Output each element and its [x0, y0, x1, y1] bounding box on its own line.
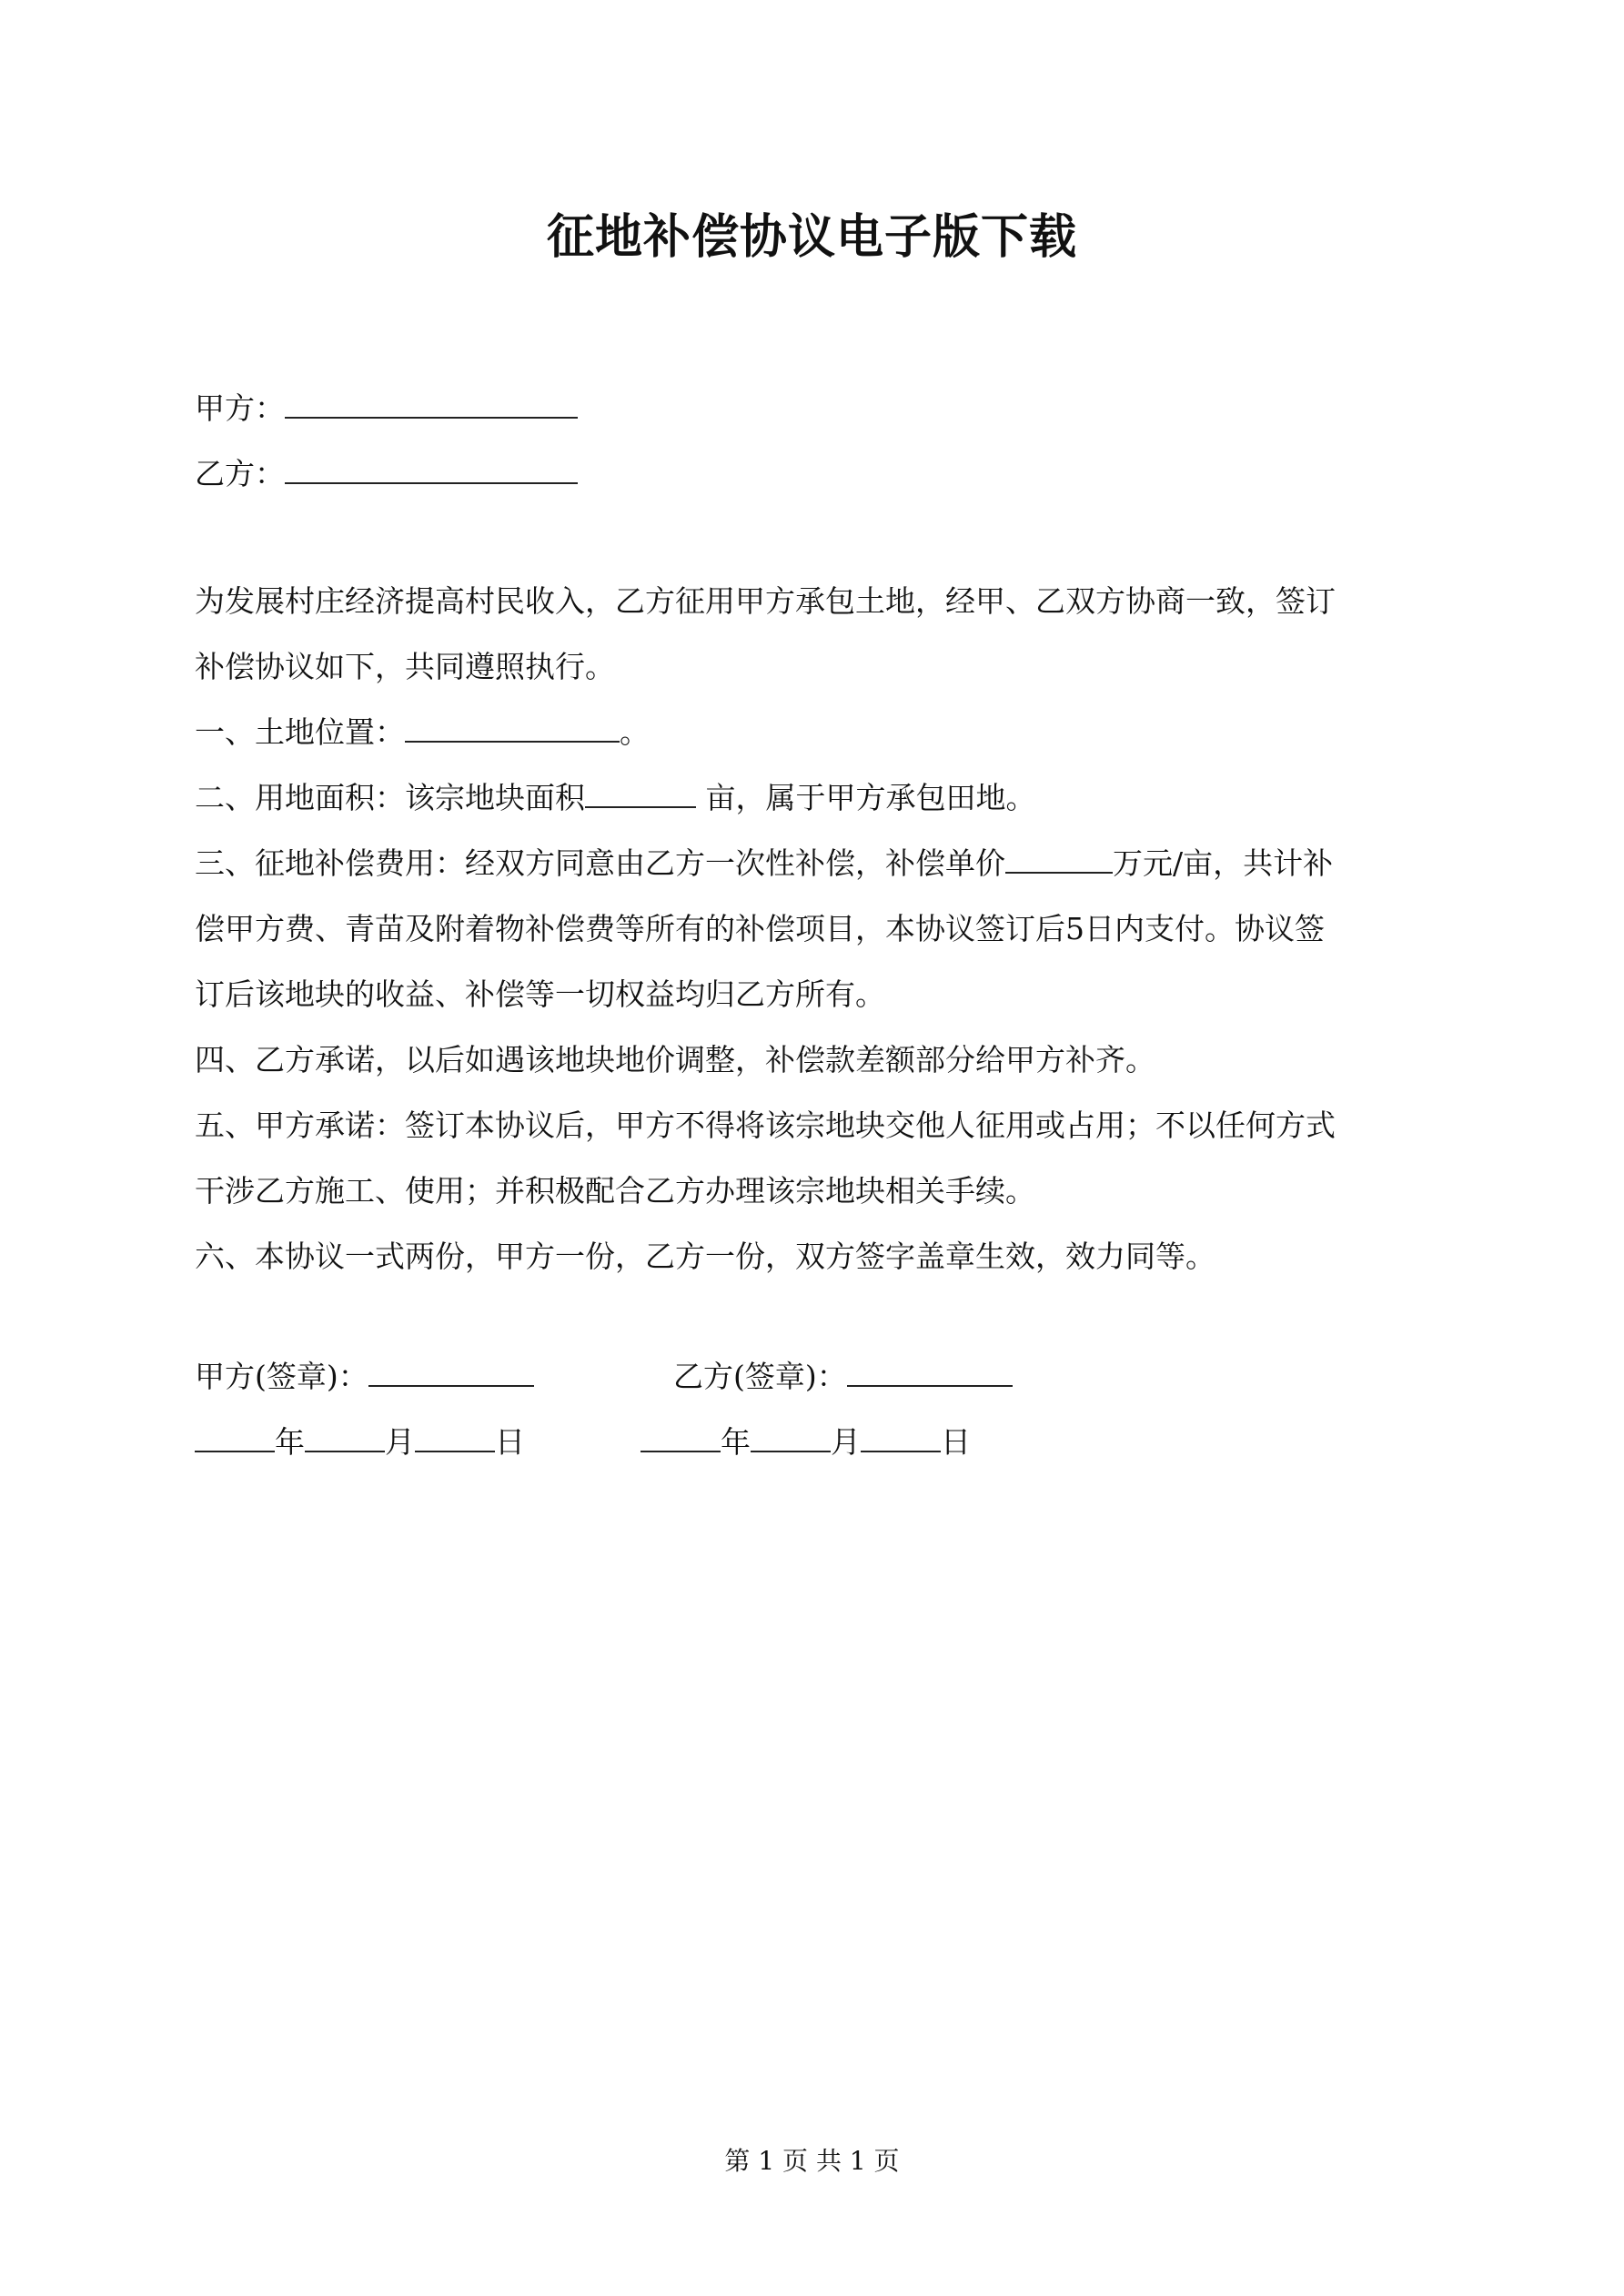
date-a-day-blank[interactable]	[415, 1423, 495, 1452]
date-a	[195, 1421, 525, 1463]
party-b-line	[195, 453, 578, 495]
document-title: 征地补偿协议电子版下载	[546, 209, 1077, 265]
clause-4: 四、乙方承诺，以后如遇该地块地价调整，补偿款差额部分给甲方补齐。	[195, 1042, 1155, 1077]
signature-b	[673, 1356, 1013, 1398]
signature-b-label: 乙方(签章)：	[673, 1359, 847, 1394]
signature-a	[195, 1356, 534, 1398]
intro-line-1: 为发展村庄经济提高村民收入，乙方征用甲方承包土地，经甲、乙双方协商一致，签订	[195, 583, 1336, 619]
clause-3-text-cont: 万元/亩，共计补	[1113, 845, 1334, 881]
clause-5-line-1: 五、甲方承诺：签订本协议后，甲方不得将该宗地块交他人征用或占用；不以任何方式	[195, 1108, 1336, 1143]
clause-1-text: 一、土地位置：	[195, 714, 405, 750]
signature-a-blank[interactable]	[368, 1358, 534, 1387]
date-a-year-blank[interactable]	[195, 1423, 275, 1452]
clause-1	[195, 712, 650, 754]
party-a-line	[195, 388, 578, 430]
unit-price-blank[interactable]	[1005, 845, 1113, 874]
clause-6: 六、本协议一式两份，甲方一份，乙方一份，双方签字盖章生效，效力同等。	[195, 1239, 1215, 1274]
date-b-month-blank[interactable]	[751, 1423, 831, 1452]
clause-1-end: 。	[620, 714, 650, 750]
land-location-blank[interactable]	[405, 713, 620, 743]
date-a-month-blank[interactable]	[305, 1423, 385, 1452]
signature-b-blank[interactable]	[847, 1358, 1013, 1387]
clause-2	[195, 777, 1036, 819]
clause-3-line-3: 订后该地块的收益、补偿等一切权益均归乙方所有。	[195, 976, 885, 1012]
date-a-day-label: 日	[495, 1424, 525, 1460]
date-b-month-label: 月	[831, 1424, 861, 1460]
date-a-month-label: 月	[385, 1424, 415, 1460]
party-a-label: 甲方：	[195, 390, 285, 426]
date-b	[641, 1421, 971, 1463]
clause-2-text: 二、用地面积：该宗地块面积	[195, 780, 585, 815]
date-b-day-blank[interactable]	[861, 1423, 941, 1452]
party-b-label: 乙方：	[195, 456, 285, 491]
date-b-day-label: 日	[941, 1424, 971, 1460]
clause-2-end: 亩，属于甲方承包田地。	[696, 780, 1036, 815]
party-a-blank[interactable]	[285, 389, 578, 419]
clause-5-line-2: 干涉乙方施工、使用；并积极配合乙方办理该宗地块相关手续。	[195, 1173, 1035, 1209]
clause-3-line-2: 偿甲方费、青苗及附着物补偿费等所有的补偿项目，本协议签订后5日内支付。协议签	[195, 911, 1325, 946]
page-footer: 第 1 页 共 1 页	[724, 2146, 900, 2176]
party-b-blank[interactable]	[285, 455, 578, 484]
land-area-blank[interactable]	[585, 779, 696, 808]
signature-a-label: 甲方(签章)：	[195, 1359, 368, 1394]
date-b-year-label: 年	[721, 1424, 751, 1460]
date-a-year-label: 年	[275, 1424, 305, 1460]
clause-3-text: 三、征地补偿费用：经双方同意由乙方一次性补偿，补偿单价	[195, 845, 1005, 881]
date-b-year-blank[interactable]	[641, 1423, 721, 1452]
clause-3-line-1	[195, 843, 1333, 885]
intro-line-2: 补偿协议如下，共同遵照执行。	[195, 649, 615, 684]
